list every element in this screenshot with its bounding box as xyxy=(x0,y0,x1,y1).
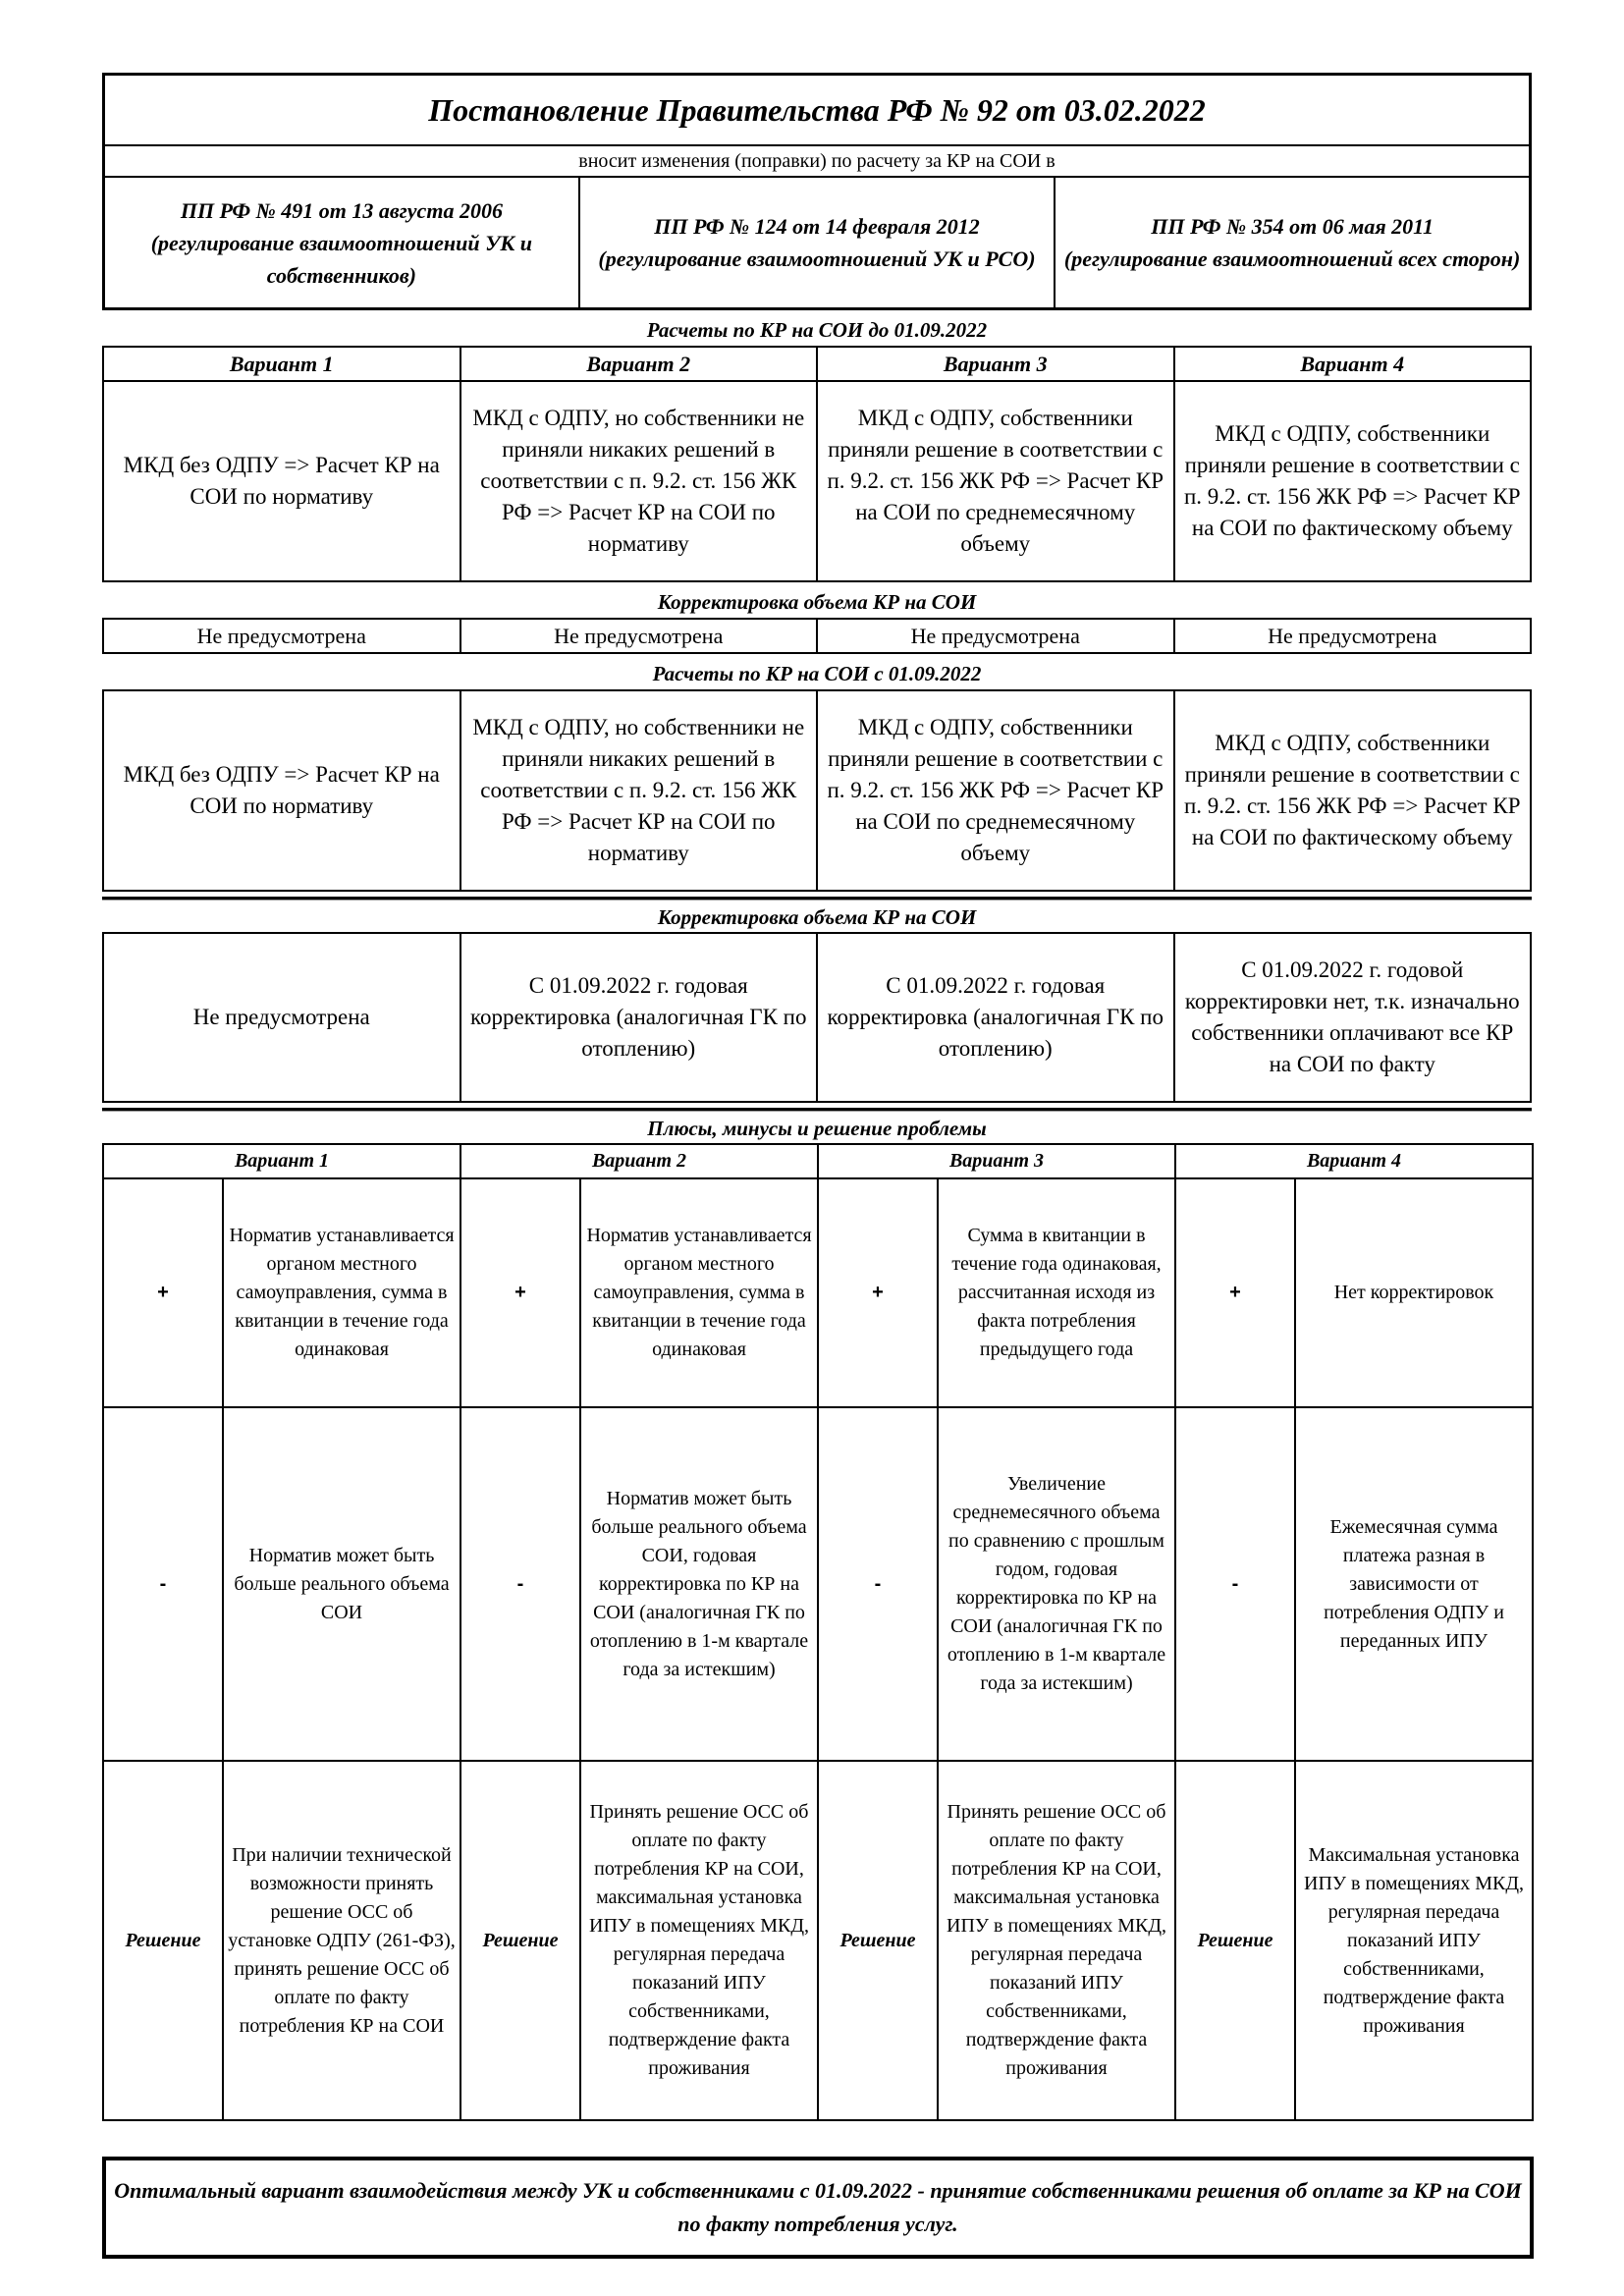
regulation-scope: (регулирование взаимоотношений всех сторон) xyxy=(1063,246,1521,271)
minus-sign: - xyxy=(460,1407,580,1761)
calc-cell: МКД с ОДПУ, но собственники не приняли никаких решений в соответствии с п. 9.2. ст. 156 ЖК РФ => Расчет КР на СОИ по нормативу xyxy=(460,381,818,581)
correction-cell: С 01.09.2022 г. годовой корректировки нет, т.к. изначально собственники оплачивают все КР на СОИ по факту xyxy=(1174,933,1532,1102)
solution-cell: При наличии технической возможности принять решение ОСС об установке ОДПУ (261-ФЗ), принять решение ОСС об оплате по факту потребления КР на СОИ xyxy=(223,1761,460,2120)
minus-cell: Увеличение среднемесячного объема по сравнению с прошлым годом, годовая корректировка по КР на СОИ (аналогичная ГК по отоплению в 1-м квартале года за истекшим) xyxy=(938,1407,1175,1761)
correction-cell: С 01.09.2022 г. годовая корректировка (аналогичная ГК по отоплению) xyxy=(460,933,818,1102)
document-subtitle: вносит изменения (поправки) по расчету за КР на СОИ в xyxy=(104,145,1531,177)
correction-cell: Не предусмотрена xyxy=(1174,619,1532,653)
correction-caption-before: Корректировка объема КР на СОИ xyxy=(657,590,977,614)
calc-cell: МКД с ОДПУ, собственники приняли решение в соответствии с п. 9.2. ст. 156 ЖК РФ => Расчет КР на СОИ по фактическому объему xyxy=(1174,381,1532,581)
plus-sign: + xyxy=(460,1178,580,1407)
section-caption-before: Расчеты по КР на СОИ до 01.09.2022 xyxy=(646,318,988,342)
calc-cell: МКД с ОДПУ, собственники приняли решение в соответствии с п. 9.2. ст. 156 ЖК РФ => Расчет КР на СОИ по фактическому объему xyxy=(1174,690,1532,891)
variant-header: Вариант 3 xyxy=(817,347,1174,381)
correction-cell: Не предусмотрена xyxy=(460,619,818,653)
plus-sign: + xyxy=(103,1178,223,1407)
regulation-number: ПП РФ № 491 от 13 августа 2006 xyxy=(180,197,503,223)
conclusion-box: Оптимальный вариант взаимодействия между УК и собственниками с 01.09.2022 - принятие собственниками решения об оплате за КР на СОИ по факту потребления услуг. xyxy=(102,2157,1534,2259)
regulation-491 xyxy=(104,177,579,309)
header-table xyxy=(102,73,1532,310)
variant-header: Вариант 3 xyxy=(818,1144,1175,1178)
document-title: Постановление Правительства РФ № 92 от 03.02.2022 xyxy=(104,75,1531,146)
calc-after-table xyxy=(102,689,1532,892)
solution-label: Решение xyxy=(103,1761,223,2120)
variant-header: Вариант 1 xyxy=(103,1144,460,1178)
correction-cell: Не предусмотрена xyxy=(817,619,1174,653)
regulation-scope: (регулирование взаимоотношений УК и РСО) xyxy=(598,246,1036,271)
solution-cell: Максимальная установка ИПУ в помещениях МКД, регулярная передача показаний ИПУ собственниками, подтверждение факта проживания xyxy=(1295,1761,1533,2120)
regulation-number: ПП РФ № 354 от 06 мая 2011 xyxy=(1151,214,1434,239)
calc-cell: МКД с ОДПУ, но собственники не приняли никаких решений в соответствии с п. 9.2. ст. 156 ЖК РФ => Расчет КР на СОИ по нормативу xyxy=(460,690,818,891)
minus-cell: Ежемесячная сумма платежа разная в зависимости от потребления ОДПУ и переданных ИПУ xyxy=(1295,1407,1533,1761)
solution-cell: Принять решение ОСС об оплате по факту потребления КР на СОИ, максимальная установка ИПУ в помещениях МКД, регулярная передача показаний ИПУ собственниками, подтверждение факта проживания xyxy=(580,1761,818,2120)
regulation-scope: (регулирование взаимоотношений УК и собственников) xyxy=(150,230,533,288)
solution-cell: Принять решение ОСС об оплате по факту потребления КР на СОИ, максимальная установка ИПУ в помещениях МКД, регулярная передача показаний ИПУ собственниками, подтверждение факта проживания xyxy=(938,1761,1175,2120)
correction-cell: Не предусмотрена xyxy=(103,933,460,1102)
calc-cell: МКД без ОДПУ => Расчет КР на СОИ по нормативу xyxy=(103,381,460,581)
plus-cell: Нет корректировок xyxy=(1295,1178,1533,1407)
correction-cell: С 01.09.2022 г. годовая корректировка (аналогичная ГК по отоплению) xyxy=(817,933,1174,1102)
calc-cell: МКД с ОДПУ, собственники приняли решение в соответствии с п. 9.2. ст. 156 ЖК РФ => Расчет КР на СОИ по среднемесячному объему xyxy=(817,690,1174,891)
plus-sign: + xyxy=(818,1178,938,1407)
correction-caption-after: Корректировка объема КР на СОИ xyxy=(657,905,977,929)
regulation-354 xyxy=(1055,177,1530,309)
variant-header: Вариант 2 xyxy=(460,1144,818,1178)
solution-label: Решение xyxy=(1175,1761,1295,2120)
document-page xyxy=(102,73,1532,2121)
correction-before-table xyxy=(102,618,1532,654)
calc-cell: МКД без ОДПУ => Расчет КР на СОИ по нормативу xyxy=(103,690,460,891)
plus-cell: Сумма в квитанции в течение года одинаковая, рассчитанная исходя из факта потребления предыдущего года xyxy=(938,1178,1175,1407)
proscons-table xyxy=(102,1143,1534,2121)
variant-header: Вариант 1 xyxy=(103,347,460,381)
solution-label: Решение xyxy=(460,1761,580,2120)
plus-cell: Норматив устанавливается органом местного самоуправления, сумма в квитанции в течение года одинаковая xyxy=(580,1178,818,1407)
minus-sign: - xyxy=(1175,1407,1295,1761)
minus-sign: - xyxy=(103,1407,223,1761)
regulation-number: ПП РФ № 124 от 14 февраля 2012 xyxy=(654,214,980,239)
solution-label: Решение xyxy=(818,1761,938,2120)
calc-before-table xyxy=(102,346,1532,582)
plus-sign: + xyxy=(1175,1178,1295,1407)
regulation-124 xyxy=(579,177,1055,309)
variant-header: Вариант 2 xyxy=(460,347,818,381)
correction-cell: Не предусмотрена xyxy=(103,619,460,653)
plus-cell: Норматив устанавливается органом местного самоуправления, сумма в квитанции в течение года одинаковая xyxy=(223,1178,460,1407)
minus-cell: Норматив может быть больше реального объема СОИ, годовая корректировка по КР на СОИ (аналогичная ГК по отоплению в 1-м квартале года за истекшим) xyxy=(580,1407,818,1761)
section-caption-after: Расчеты по КР на СОИ с 01.09.2022 xyxy=(652,662,982,685)
calc-cell: МКД с ОДПУ, собственники приняли решение в соответствии с п. 9.2. ст. 156 ЖК РФ => Расчет КР на СОИ по среднемесячному объему xyxy=(817,381,1174,581)
variant-header: Вариант 4 xyxy=(1174,347,1532,381)
correction-after-table xyxy=(102,932,1532,1103)
minus-cell: Норматив может быть больше реального объема СОИ xyxy=(223,1407,460,1761)
minus-sign: - xyxy=(818,1407,938,1761)
section-caption-proscons: Плюсы, минусы и решение проблемы xyxy=(647,1117,987,1140)
variant-header: Вариант 4 xyxy=(1175,1144,1533,1178)
